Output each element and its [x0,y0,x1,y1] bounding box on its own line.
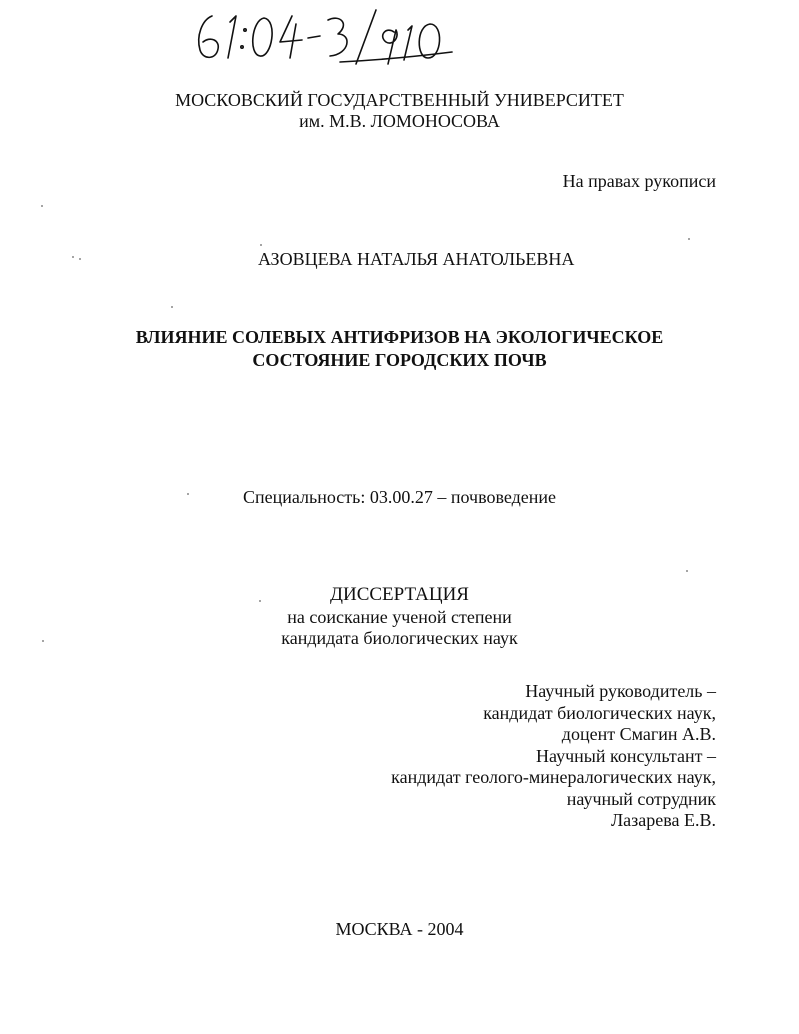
specialty: Специальность: 03.00.27 – почвоведение [242,487,557,507]
supervisor-role: Научный руководитель – [525,681,716,701]
scan-speck [187,493,189,495]
dissertation-title [0,326,799,372]
scan-speck [171,306,173,308]
university-name: МОСКОВСКИЙ ГОСУДАРСТВЕННЫЙ УНИВЕРСИТЕТ [175,90,624,110]
city-year: МОСКВА - 2004 [335,919,464,939]
consultant-role: Научный консультант – [536,745,716,766]
scan-speck [260,244,262,246]
scan-speck [259,600,261,602]
author-name: АЗОВЦЕВА НАТАЛЬЯ АНАТОЛЬЕВНА [258,249,575,269]
supervisor-name: доцент Смагин А.В. [561,724,716,744]
handwritten-archive-number [190,2,460,68]
rights-note: На правах рукописи [562,171,716,191]
supervisor-degree: кандидат биологических наук, [483,702,716,723]
title-line-1: ВЛИЯНИЕ СОЛЕВЫХ АНТИФРИЗОВ НА ЭКОЛОГИЧЕСКОЕ [135,327,664,347]
scan-speck [79,258,81,260]
consultant-degree: кандидат геолого-минералогических наук, [391,767,716,787]
title-line-2: СОСТОЯНИЕ ГОРОДСКИХ ПОЧВ [252,350,547,370]
advisors-block [391,681,716,832]
dissertation-degree-line: на соискание ученой степени [287,607,512,627]
dissertation-heading: ДИССЕРТАЦИЯ [330,584,469,605]
scan-speck [42,640,44,642]
consultant-name: Лазарева Е.В. [610,810,716,830]
consultant-position: научный сотрудник [566,788,716,809]
scan-speck [41,205,43,207]
scan-speck [72,256,74,258]
scan-speck [686,570,688,572]
scan-speck [688,238,690,240]
university-named-after: им. М.В. ЛОМОНОСОВА [299,111,500,131]
dissertation-field-line: кандидата биологических наук [281,628,518,648]
